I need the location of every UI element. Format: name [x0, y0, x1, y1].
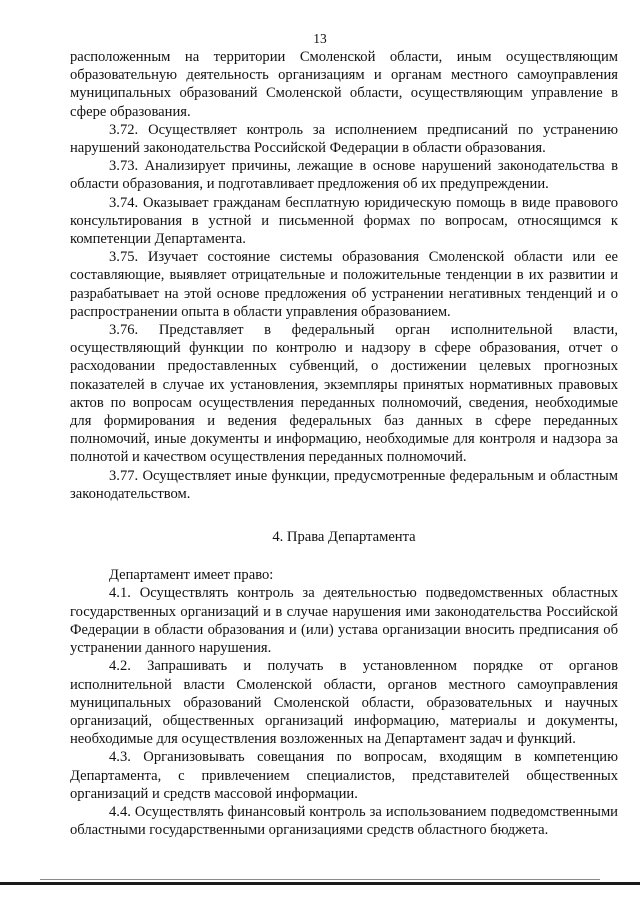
scan-edge-line: [40, 879, 600, 880]
page-number: 13: [313, 31, 327, 46]
paragraph-3-73: 3.73. Анализирует причины, лежащие в основе нарушений законодательства в области образования, и подготавливает предложения об их предупреждении.: [70, 158, 618, 193]
paragraph-3-76: 3.76. Представляет в федеральный орган исполнительной власти, осуществляющий функции по контролю и надзору в сфере образования, отчет о расходовании предоставленных субвенций, о достижении целевых прогнозных показателей в случае их установления, экземпляры принятых нормативных правовых актов по вопросам осуществления переданных полномочий, сведения, необходимые для формирования и ведения федеральных баз данных в сфере переданных полномочий, иные документы и информацию, необходимые для контроля и надзора за полнотой и качеством осуществления переданных полномочий.: [70, 322, 618, 466]
paragraph-intro: Департамент имеет право:: [109, 567, 274, 584]
paragraph-3-74: 3.74. Оказывает гражданам бесплатную юридическую помощь в виде правового консультирования в устной и письменной формах по вопросам, относящимся к компетенции Департамента.: [70, 194, 618, 248]
scan-bottom-border: [0, 882, 640, 885]
section-title: 4. Права Департамента: [272, 529, 416, 546]
document-body: [70, 48, 618, 839]
paragraph-4-4: 4.4. Осуществлять финансовый контроль за использованием подведомственными областными государственными организациями средств областного бюджета.: [70, 803, 618, 839]
paragraph-continuation: расположенным на территории Смоленской области, иным осуществляющим образовательную деятельность организациям и органам местного самоуправления муниципальных образований Смоленской области, осуществляющим управление в сфере образования.: [70, 49, 618, 120]
paragraph-3-75: 3.75. Изучает состояние системы образования Смоленской области или ее составляющие, выявляет отрицательные и положительные тенденции в их развитии и разрабатывает на этой основе предложения об устранении негативных тенденций и о распространении опыта в области управления образованием.: [70, 249, 618, 320]
paragraph-3-77: 3.77. Осуществляет иные функции, предусмотренные федеральным и областным законодательством.: [70, 467, 618, 502]
paragraph-3-72: 3.72. Осуществляет контроль за исполнением предписаний по устранению нарушений законодательства Российской Федерации в области образования.: [70, 121, 618, 157]
paragraph-4-1: 4.1. Осуществлять контроль за деятельностью подведомственных областных государственных организаций и в случае нарушения ими законодательства Российской Федерации в области образования и (или) устава организации вносить предписания об устранении данного нарушения.: [70, 585, 618, 657]
paragraph-4-3: 4.3. Организовывать совещания по вопросам, входящим в компетенцию Департамента, с привлечением специалистов, представителей общественных организаций и средств массовой информации.: [70, 749, 618, 802]
paragraph-4-2: 4.2. Запрашивать и получать в установленном порядке от органов исполнительной власти Смоленской области, органов местного самоуправления муниципальных образований Смоленской области, образовательных и научных организаций, общественных организаций информацию, материалы и документы, необходимые для осуществления возложенных на Департамент задач и функций.: [70, 658, 618, 748]
